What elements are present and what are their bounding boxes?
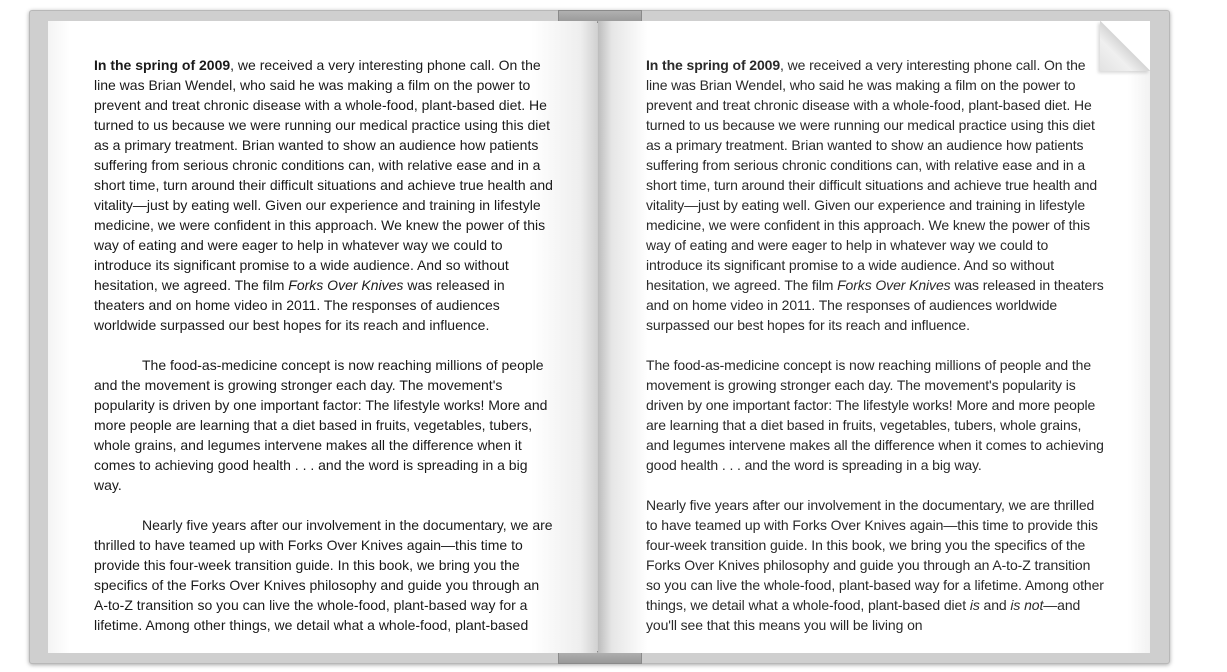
- paragraph-text: was released in theaters and on home video in 2011. The responses of audiences worldwide surpassed our best hopes for its reach and influence.: [646, 277, 1104, 333]
- left-page: [48, 21, 597, 653]
- book-viewer: [29, 10, 1170, 664]
- film-title: Forks Over Knives: [288, 277, 404, 293]
- emphasis: is not: [1010, 597, 1044, 613]
- emphasis: is: [969, 597, 980, 613]
- right-page-text: [646, 55, 1106, 653]
- paragraph-lead: In the spring of 2009: [646, 57, 781, 73]
- paragraph-text: —and you'll see that this means you will be living on: [646, 597, 1081, 633]
- paragraph-text: Nearly five years after our involvement in the documentary, we are thrilled to have teamed up with Forks Over Knives again—this time to provide this four-week transition guide. In this book, we bring you the specifics of the Forks Over Knives philosophy and guide you through an A-to-Z transition so you can live the whole-food, plant-based way for a lifetime. Among other things, we detail what a whole-food, plant-based diet: [646, 497, 1104, 613]
- paragraph-2: The food-as-medicine concept is now reaching millions of people and the movement is growing stronger each day. The movement's popularity is driven by one important factor: The lifestyle works! More and more people are learning that a diet based in fruits, vegetables, tubers, whole grains, and legumes intervene makes all the difference when it comes to achieving good health . . . and the word is spreading in a big way.: [646, 357, 1104, 473]
- paragraph-text: , we received a very interesting phone call. On the line was Brian Wendel, who said he was making a film on the power to prevent and treat chronic disease with a whole-food, plant-based diet. He turned to us because we were running our medical practice using this diet as a primary treatment. Brian wanted to show an audience how patients suffering from serious chronic conditions can, with relative ease and in a short time, turn around their difficult situations and achieve true health and vitality—just by eating well. Given our experience and training in lifestyle medicine, we were confident in this approach. We knew the power of this way of eating and were eager to help in whatever way we could to introduce its significant promise to a wide audience. And so without hesitation, we agreed. The film: [94, 57, 553, 293]
- paragraph-2: The food-as-medicine concept is now reaching millions of people and the movement is growing stronger each day. The movement's popularity is driven by one important factor: The lifestyle works! More and more people are learning that a diet based in fruits, vegetables, tubers, whole grains, and legumes intervene makes all the difference when it comes to achieving good health . . . and the word is spreading in a big way.: [94, 357, 548, 493]
- paragraph-text: and: [979, 597, 1011, 613]
- paragraph-3: [646, 495, 1106, 635]
- left-page-text: [94, 55, 554, 653]
- right-page: [598, 21, 1150, 653]
- paragraph-3: Nearly five years after our involvement in the documentary, we are thrilled to have teamed up with Forks Over Knives again—this time to provide this four-week transition guide. In this book, we bring you the specifics of the Forks Over Knives philosophy and guide you through an A-to-Z transition so you can live the whole-food, plant-based way for a lifetime. Among other things, we detail what a whole-food, plant-based: [94, 517, 553, 633]
- paragraph-lead: In the spring of 2009: [94, 57, 231, 73]
- paragraph-text: , we received a very interesting phone call. On the line was Brian Wendel, who said he was making a film on the power to prevent and treat chronic disease with a whole-food, plant-based diet. He turned to us because we were running our medical practice using this diet as a primary treatment. Brian wanted to show an audience how patients suffering from serious chronic conditions can, with relative ease and in a short time, turn around their difficult situations and achieve true health and vitality—just by eating well. Given our experience and training in lifestyle medicine, we were confident in this approach. We knew the power of this way of eating and were eager to help in whatever way we could to introduce its significant promise to a wide audience. And so without hesitation, we agreed. The film: [646, 57, 1098, 293]
- paragraph-text: was released in theaters and on home video in 2011. The responses of audiences worldwide surpassed our best hopes for its reach and influence.: [94, 277, 505, 333]
- paragraph-1: [94, 55, 554, 335]
- paragraph-1: [646, 55, 1106, 335]
- film-title: Forks Over Knives: [837, 277, 951, 293]
- page-curl-corner[interactable]: [1100, 21, 1150, 71]
